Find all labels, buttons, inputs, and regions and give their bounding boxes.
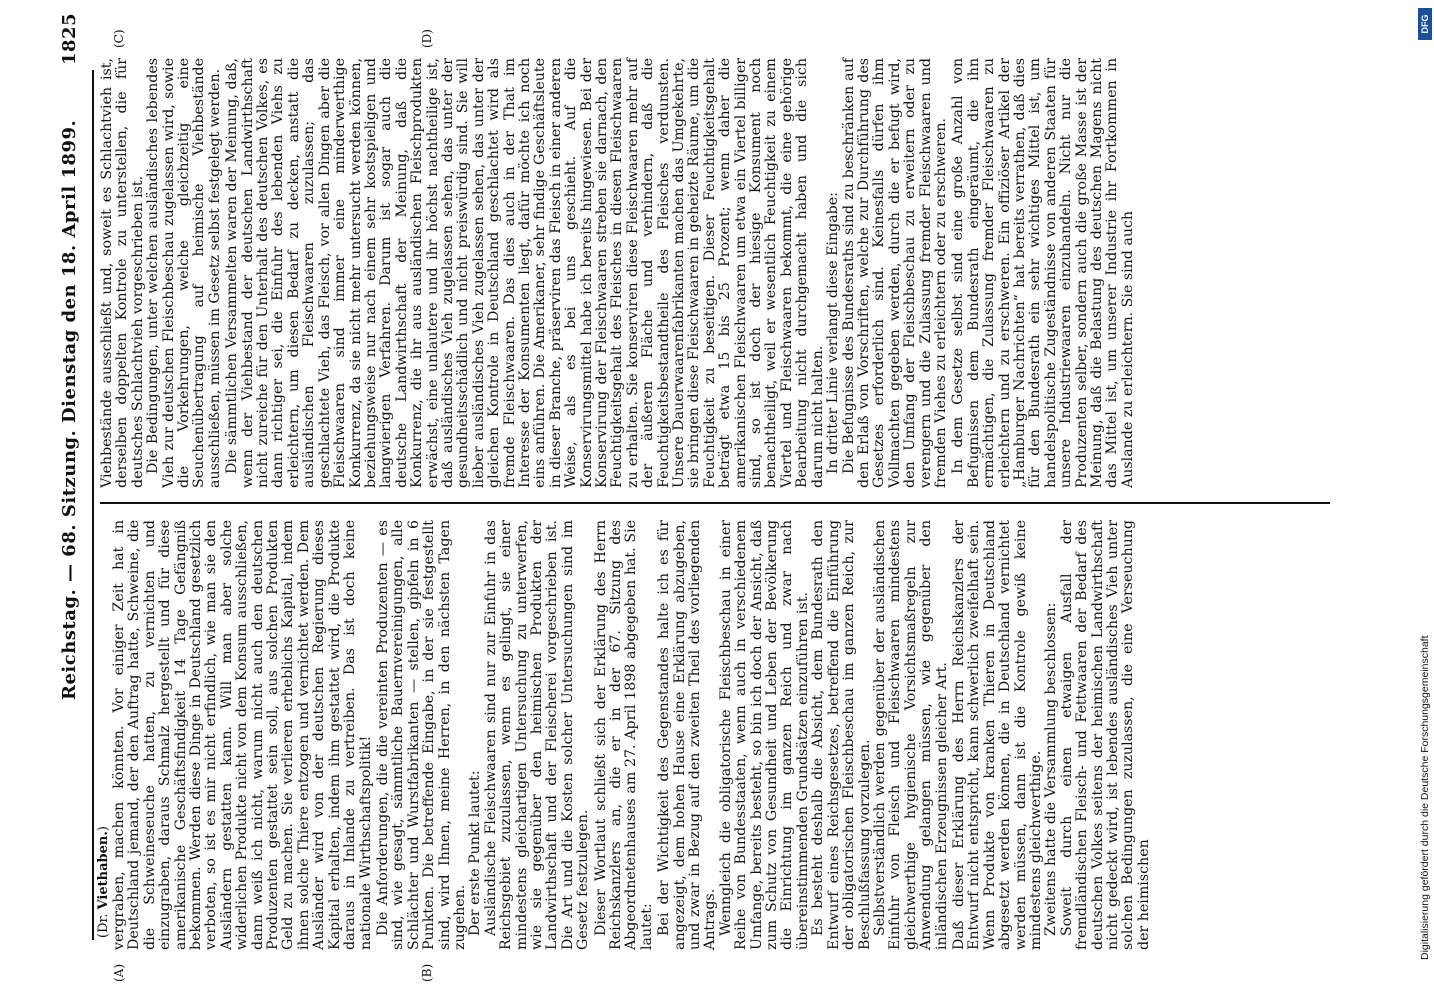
paragraph: Selbstverständlich werden gegenüber der ausländischen Einfuhr von Fleisch und Fleischwaaren mindestens gleichwerthige hygienische Vorsichtsmaßregeln zur Anwendung gelangen müssen, wie gegenüber den inländischen Erzeugnissen gleicher Art.	[871, 520, 950, 950]
paragraph: In dem Gesetze selbst sind eine große Anzahl von Befugnissen dem Bundesrath eingeräumt, die ihn ermächtigen, die Zulassung fremder Fleischwaaren zu erleichtern und zu erschweren. Ein offiziöser Artikel der „Hamburger Nachrichten“ hat bereits verrathen, daß dies für den Bundesrath ein sehr wichtiges Mittel ist, um handelspolitische Zugeständnisse von anderen Staaten für unsere Industriewaaren einzuhandeln. Nicht nur die Produzenten selber, sondern auch die große Masse ist der Meinung, daß die Belastung des deutschen Magens nicht das Mittel ist, um unserer Industrie ihr Fortkommen in Auslande zu erleichtern. Sie sind auch	[950, 58, 1136, 488]
paragraph: Es besteht deshalb die Absicht, dem Bundesrath den Entwurf eines Reichsgesetzes, betreffend die Einführung der obligatorischen Fleischbeschau im ganzen Reich, zur Beschlußfassung vorzulegen.	[810, 520, 873, 950]
margin-marker-a: (A)	[112, 963, 126, 982]
margin-marker-d: (D)	[420, 29, 434, 48]
paragraph: Der erste Punkt lautet:	[467, 770, 484, 936]
running-header-title: Reichstag. — 68. Sitzung. Dienstag den 18. April 1899.	[59, 119, 80, 700]
speaker-tag	[96, 826, 111, 938]
margin-marker-b: (B)	[420, 963, 434, 982]
credit-text: Digitalisierung gefördert durch die Deutsche Forschungsgemeinschaft	[1419, 635, 1431, 960]
speaker-prefix: (Dr.	[96, 913, 111, 938]
page-number: 1825	[59, 12, 80, 65]
paragraph: Die Anforderungen, die die vereinten Produzenten — es sind, wie gesagt, sämmtliche Bauernvereinigungen, alle Schlächter und Wurstfabrikanten — stellen, gipfeln in 6 Punkten. Die betreffende Eingabe, in der sie festgestellt sind, wird Ihnen, meine Herren, in den nächsten Tagen zugehen.	[374, 520, 468, 950]
column-divider	[100, 502, 1330, 504]
paragraph: Die Befugnisse des Bundesraths sind zu beschränken auf den Erlaß von Vorschriften, welche zur Durchführung des Gesetzes erforderlich sind. Keinesfalls dürfen ihm Vollmachten gegeben werden, durch die er befugt wird, den Umfang der Fleischbeschau zu erweitern oder zu verengern und die Zulassung fremder Fleischwaaren und fremden Viehes zu erleichtern oder zu erschweren.	[840, 58, 949, 488]
header-rule	[92, 70, 94, 940]
left-text-column	[111, 520, 1152, 950]
dfg-logo	[1418, 8, 1432, 40]
margin-marker-c: (C)	[112, 29, 126, 48]
paragraph: Soweit durch einen etwaigen Ausfall der fremdländischen Fleisch- und Fettwaaren der Bedarf des deutschen Volkes seitens der heimischen Landwirthschaft nicht gedeckt wird, ist lebendes ausländisches Vieh unter solchen Bedingungen zuzulassen, die eine Verseuchung der heimischen	[1058, 520, 1152, 950]
paragraph: vergraben, machen könnten. Vor einiger Zeit hat in Deutschland jemand, der den Auftrag hatte, Schweine, die die Schweineseuche hatten, zu vernichten und einzugraben, daraus Schmalz hergestellt und für diese amerikanische Geschäftsfindigkeit 14 Tage Gefängniß bekommen. Werden diese Dinge in Deutschland gesetzlich verboten, so ist es mir nicht erfindlich, wie man sie den Ausländern gestatten kann. Will man aber solche widerlichen Produkte nicht von dem Konsum ausschließen, dann weiß ich nicht, warum nicht auch den deutschen Produzenten gestattet sein soll, aus solchen Produkten Geld zu machen. Sie verlieren erheblichs Kapital, indem ihnen solche Thiere entzogen und vernichtet werden. Dem Ausländer wird von der deutschen Regierung dieses Kapital erhalten, indem ihm gestattet wird, die Produkte daraus in Inlande zu vertreiben. Das ist doch keine nationale Wirthschaftspolitik!	[111, 520, 374, 950]
paragraph: Die sämmtlichen Versammelten waren der Meinung, daß, wenn der Viehbestand der deutschen Landwirthschaft nicht zureiche für den Unterhalt des deutschen Volkes, es dann richtiger sei, die Einfuhr des lebenden Viehs zu erleichtern, um diesen Bedarf zu decken, anstatt die ausländischen Fleischwaaren zuzulassen; das geschlachtete Vieh, das Fleisch, vor allen Dingen aber die Fleischwaaren sind immer eine minderwerthige Konkurrenz, da sie nicht mehr untersucht werden können, beziehungsweise nur nach einem sehr kostspieligen und langwierigen Verfahren. Darum ist sogar auch die deutsche Landwirthschaft der Meinung, daß die Konkurrenz, die ihr aus ausländischen Fleischprodukten erwächst, eine unlautere und ihr höchst nachtheilige ist, daß ausländisches Vieh zugelassen sehen, das unter der gesundheitsschädlich und nicht preiswürdig sind. Sie will lieber ausländisches Vieh zugelassen sehen, das unter der gleichen Kontrole in Deutschland geschlachtet wird als fremde Fleischwaaren. Das dies auch in der That im Interesse der Konsumenten liegt, dafür möchte ich noch eins anführen. Die Amerikaner, sehr findige Geschäftsleute in dieser Branche, präserviren das Fleisch in einer anderen Weise, als es bei uns geschieht. Auf die Konservirungsmittel habe ich bereits hingewiesen. Bei der Konservirung der Fleischwaaren streben sie darnach, den Feuchtigkeitsgehalt des Fleisches in diesen Fleischwaaren zu erhalten. Sie konserviren diese Fleischwaaren mehr auf der äußeren Fläche und verhindern, daß die Feuchtigkeitsbestandtheile des Fleisches verdunsten. Unsere Dauerwaarenfabrikanten machen das Umgekehrte, sie bringen diese Fleischwaaren in geheizte Räume, um die Feuchtigkeit zu beseitigen. Dieser Feuchtigkeitsgehalt beträgt etwa 15 bis 25 Prozent; wenn daher die amerikanischen Fleischwaaren um etwa ein Viertel billiger sind, so ist doch der hiesige Konsument noch benachtheiligt, weil er wesentlich Feuchtigkeit zu einem Viertel und Fleischwaaren bekommt, die eine gehörige Bearbeitung nicht durchgemacht haben und die sich darum nicht halten.	[224, 58, 826, 488]
paragraph: In dritter Linie verlangt diese Eingabe:	[825, 192, 842, 474]
paragraph: Viehbestände ausschließt und, soweit es Schlachtvieh ist, derselben doppelten Kontrole zu unterstellen, die für deutsches Schlachtvieh vorgeschrieben ist.	[99, 58, 146, 488]
right-text-column	[100, 58, 1340, 488]
paragraph: Zweitens hatte die Versammlung beschlossen:	[1043, 602, 1060, 936]
paragraph: Ausländische Fleischwaaren sind nur zur Einfuhr in das Reichsgebiet zuzulassen, wenn es gelingt, sie einer mindestens gleichartigen Untersuchung zu unterwerfen, wie sie gegenüber den heimischen Produkten der Landwirthschaft und der Fleischerei vorgeschrieben ist. Die Art und die Kosten solcher Untersuchungen sind im Gesetz festzulegen.	[482, 520, 592, 950]
paragraph: Wenngleich die obligatorische Fleischbeschau in einer Reihe von Bundesstaaten, wenn auch in verschiedenem Umfange, bereits besteht, so bin ich doch der Ansicht, daß zum Schutz von Gesundheit und Leben der Bevölkerung die Einrichtung im ganzen Reich und zwar nach übereinstimmenden Grundsätzen einzuführen ist.	[717, 520, 811, 950]
speaker-suffix: )	[96, 826, 111, 832]
paragraph: Dieser Wortlaut schließt sich der Erklärung des Herrn Reichskanzlers an, die er in der 67. Sitzung des Abgeordnetenhauses am 27. April 1898 abgegeben hat. Sie lautet:	[592, 520, 655, 950]
paragraph: Bei der Wichtigkeit des Gegenstandes halte ich es für angezeigt, dem hohen Hause eine Erklärung abzugeben, und zwar in Bezug auf den zweiten Theil des vorliegenden Antrags.	[656, 520, 719, 950]
paragraph: Daß dieser Erklärung des Herrn Reichskanzlers der Entwurf nicht entspricht, kann schwerlich zweifelhaft sein. Wenn Produkte von kranken Thieren in Deutschland abgesetzt werden können, die in Deutschland vernichtet werden müssen, dann ist die Kontrole gewiß keine mindestens gleichwerthige.	[950, 520, 1044, 950]
paragraph: Die Bedingungen, unter welchen ausländisches lebendes Vieh zur deutschen Fleischbeschau zugelassen wird, sowie die Vorkehrungen, welche gleichzeitig eine Seuchenübertragung auf heimische Viehbestände ausschließen, müssen im Gesetz selbst festgelegt werden.	[145, 58, 223, 488]
digitization-credit	[1416, 0, 1434, 1000]
dfg-logo-text: DFG	[1420, 14, 1430, 34]
speaker-name: Viethaben.	[96, 831, 111, 910]
